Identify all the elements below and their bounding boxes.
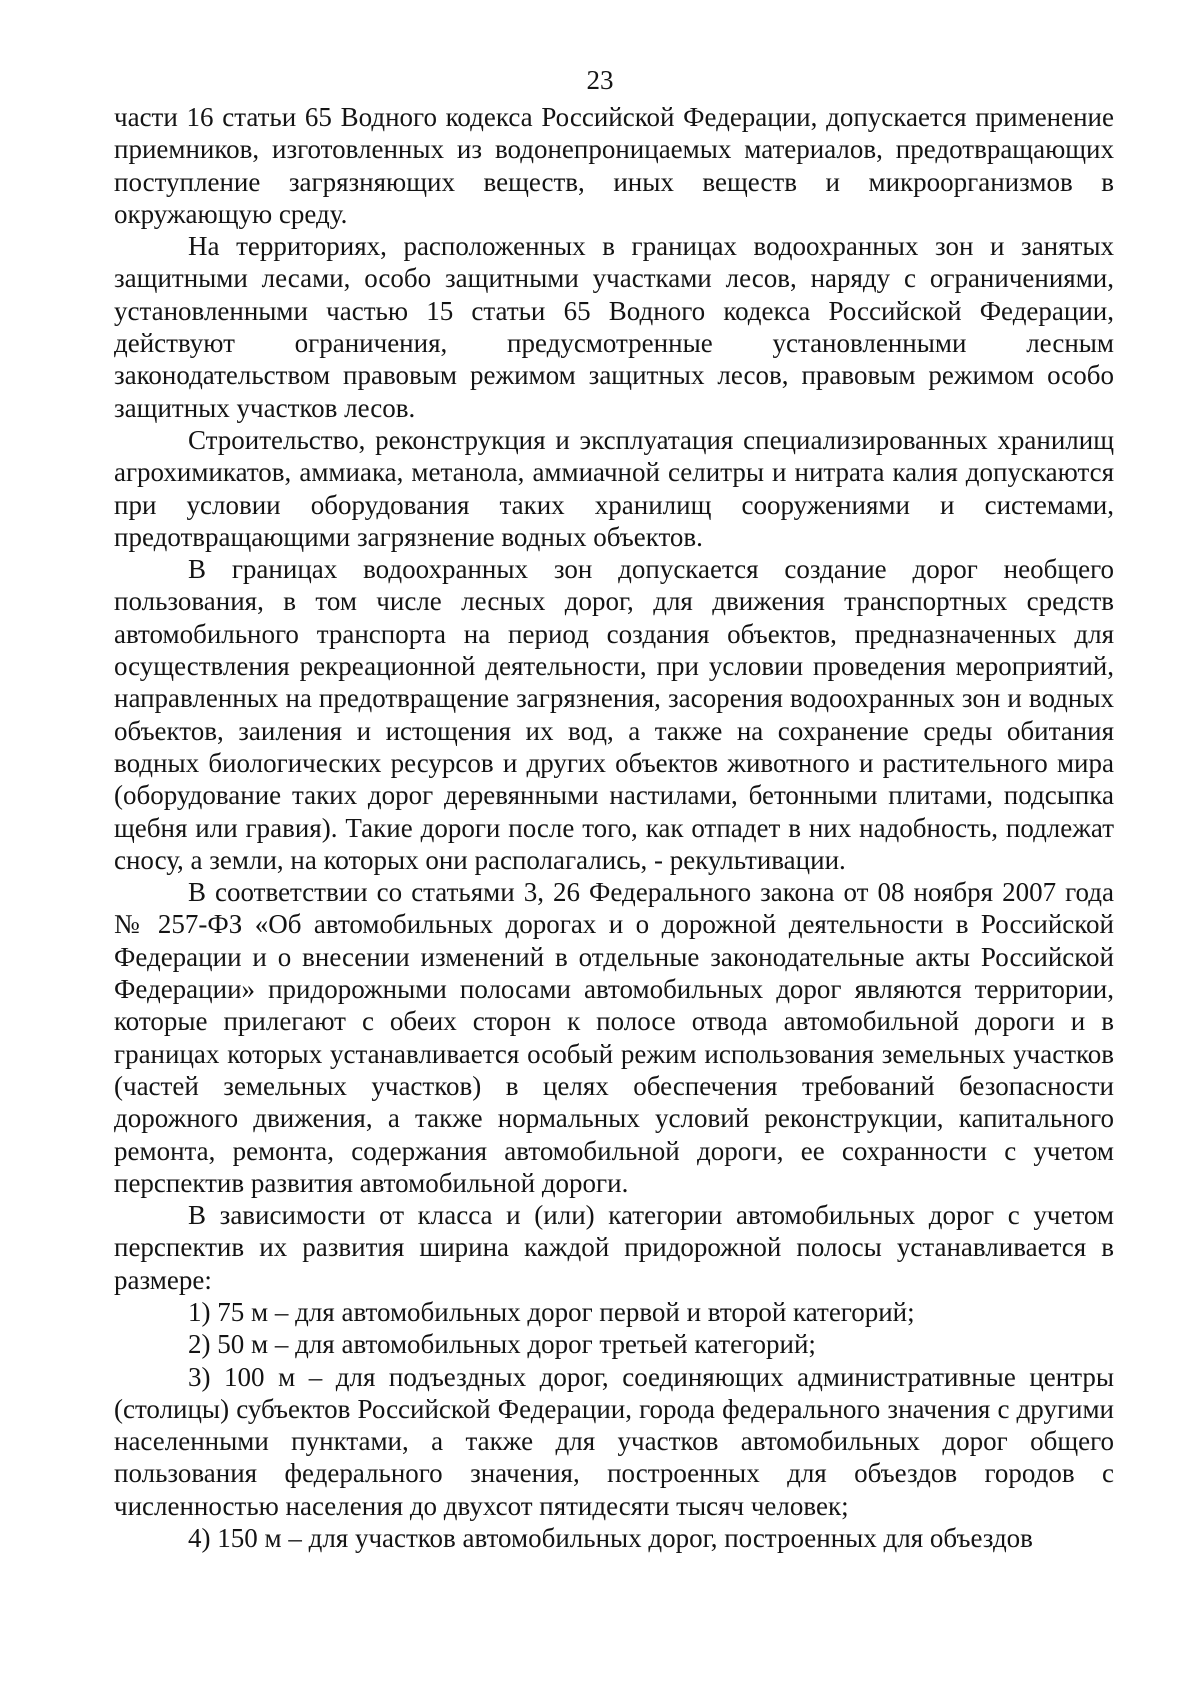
page-number: 23 xyxy=(586,65,614,95)
paragraph-roadside-width: В зависимости от класса и (или) категории автомобильных дорог с учетом перспектив их развития ширина каждой придорожной полосы устанавливается в размере: xyxy=(114,1200,1114,1295)
list-item-4: 4) 150 м – для участков автомобильных дорог, построенных для объездов xyxy=(188,1523,1033,1554)
list-item-2: 2) 50 м – для автомобильных дорог третьей категорий; xyxy=(188,1329,816,1360)
paragraph-continuation: части 16 статьи 65 Водного кодекса Российской Федерации, допускается применение приемников, изготовленных из водонепроницаемых материалов, предотвращающих поступление загрязняющих веществ, иных веществ и микроорганизмов в окружающую среду. xyxy=(114,102,1114,229)
paragraph-private-roads: В границах водоохранных зон допускается создание дорог необщего пользования, в том числе лесных дорог, для движения транспортных средств автомобильного транспорта на период создания объектов, предназначенных для осуществления рекреационной деятельности, при условии проведения мероприятий, направленных на предотвращение загрязнения, засорения водоохранных зон и водных объектов, заиления и истощения их вод, а также на сохранение среды обитания водных биологических ресурсов и других объектов животного и растительного мира (оборудование таких дорог деревянными настилами, бетонными плитами, подсыпка щебня или гравия). Такие дороги после того, как отпадет в них надобность, подлежат сносу, а земли, на которых они располагались, - рекультивации. xyxy=(114,554,1114,875)
body-text xyxy=(114,101,1114,1554)
paragraph-forest-restrictions: На территориях, расположенных в границах водоохранных зон и занятых защитными лесами, особо защитными участками лесов, наряду с ограничениями, установленными частью 15 статьи 65 Водного кодекса Российской Федерации, действуют ограничения, предусмотренные установленными лесным законодательством правовым режимом защитных лесов, правовым режимом особо защитных участков лесов. xyxy=(114,231,1114,423)
paragraph-federal-law-roadside: В соответствии со статьями 3, 26 Федерального закона от 08 ноября 2007 года № 257-ФЗ «Об автомобильных дорогах и о дорожной деятельности в Российской Федерации и о внесении изменений в отдельные законодательные акты Российской Федерации» придорожными полосами автомобильных дорог являются территории, которые прилегают с обеих сторон к полосе отвода автомобильной дороги и в границах которых устанавливается особый режим использования земельных участков (частей земельных участков) в целях обеспечения требований безопасности дорожного движения, а также нормальных условий реконструкции, капитального ремонта, ремонта, содержания автомобильной дороги, ее сохранности с учетом перспектив развития автомобильной дороги. xyxy=(114,877,1114,1198)
paragraph-agrochemical-storage: Строительство, реконструкция и эксплуатация специализированных хранилищ агрохимикатов, аммиака, метанола, аммиачной селитры и нитрата калия допускаются при условии оборудования таких хранилищ сооружениями и системами, предотвращающими загрязнение водных объектов. xyxy=(114,424,1114,552)
list-item-1: 1) 75 м – для автомобильных дорог первой и второй категорий; xyxy=(188,1296,915,1327)
list-item-3: 3) 100 м – для подъездных дорог, соединяющих административные центры (столицы) субъектов Российской Федерации, города федерального значения с другими населенными пунктами, а также для участков автомобильных дорог общего пользования федерального значения, построенных для объездов городов с численностью населения до двухсот пятидесяти тысяч человек; xyxy=(114,1361,1114,1521)
